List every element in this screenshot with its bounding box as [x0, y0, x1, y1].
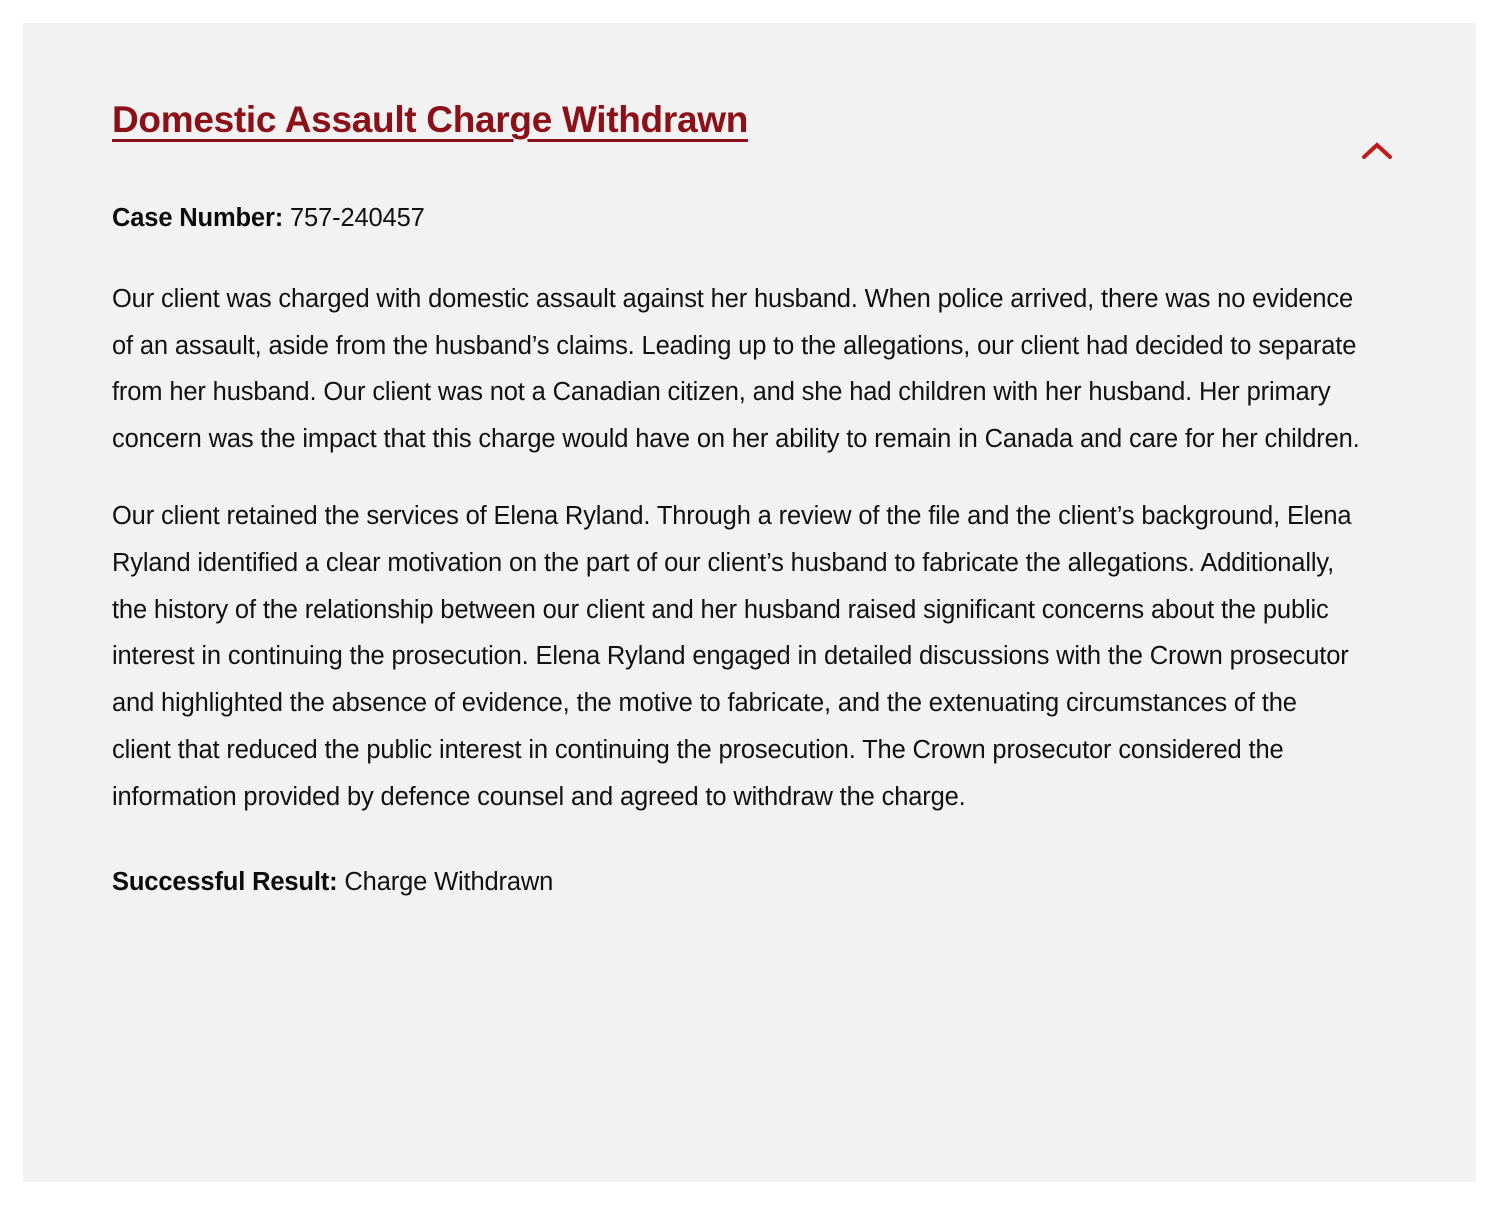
successful-result-line [112, 859, 1362, 906]
chevron-up-icon[interactable] [1347, 121, 1407, 181]
page-title[interactable]: Domestic Assault Charge Withdrawn [112, 99, 749, 140]
case-number-label: Case Number: [112, 204, 284, 232]
paragraph-defence-work: Our client retained the services of Elena Ryland. Through a review of the file and the client’s background, Elena Ryland identified a clear motivation on the part of our client’s husband to fabricate the allegations. Additionally, the history of the relationship between our client and her husband raised significant concerns about the public interest in continuing the prosecution. Elena Ryland engaged in detailed discussions with the Crown prosecutor and highlighted the absence of evidence, the motive to fabricate, and the extenuating circumstances of the client that reduced the public interest in continuing the prosecution. The Crown prosecutor considered the information provided by defence counsel and agreed to withdraw the charge. [112, 501, 1352, 811]
case-result-accordion-panel [23, 23, 1476, 1182]
paragraph-background: Our client was charged with domestic assault against her husband. When police arrived, there was no evidence of an assault, aside from the husband’s claims. Leading up to the allegations, our client had decided to separate from her husband. Our client was not a Canadian citizen, and she had children with her husband. Her primary concern was the impact that this charge would have on her ability to remain in Canada and care for her children. [112, 284, 1360, 454]
case-number-value: 757-240457 [283, 204, 425, 232]
successful-result-label: Successful Result: [112, 867, 338, 896]
successful-result-value: Charge Withdrawn [337, 867, 554, 896]
panel-inner [23, 23, 1476, 1182]
accordion-header[interactable] [23, 23, 1476, 140]
case-number-line [112, 195, 1362, 242]
accordion-body [112, 195, 1362, 905]
